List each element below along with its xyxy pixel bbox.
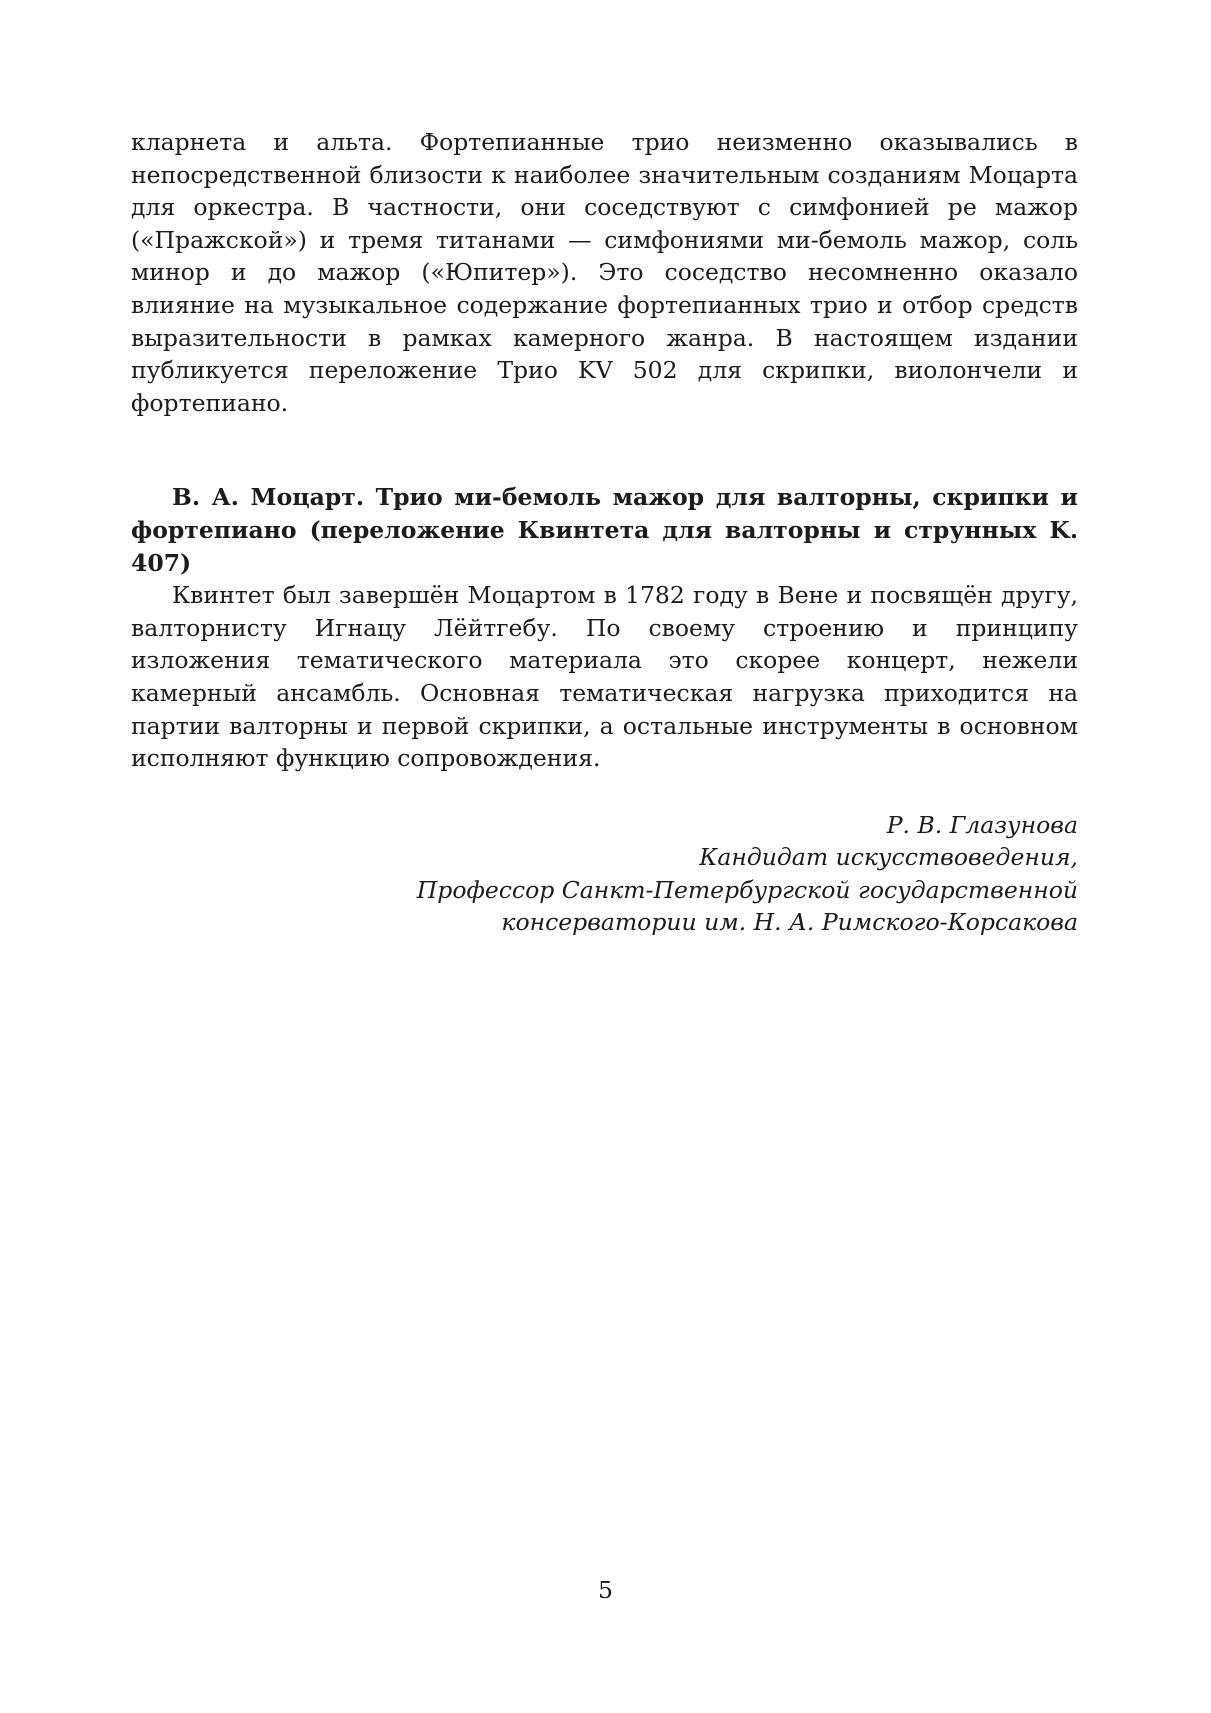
section-heading: В. А. Моцарт. Трио ми-бемоль мажор для валторны, скрипки и фортепиано (переложение Квинтета для валторны и струнных K. 407) <box>131 483 1078 577</box>
signature-name: Р. В. Глазунова <box>886 810 1078 839</box>
section-body-paragraph: Квинтет был завершён Моцартом в 1782 году в Вене и посвящён другу, валторнисту Игнацу Лёйтгебу. По своему строению и принципу изложения тематического материала это скорее концерт, нежели камерный ансамбль. Основная тематическая нагрузка приходится на партии валторны и первой скрипки, а остальные инструменты в основном исполняют функцию сопровождения. <box>131 581 1078 773</box>
signature-block <box>131 809 1078 939</box>
signature-position: Профессор Санкт-Петербургской государственной <box>416 875 1078 904</box>
signature-degree: Кандидат искусствоведения, <box>699 843 1078 872</box>
page-number: 5 <box>598 1576 613 1604</box>
document-page <box>131 126 1078 939</box>
intro-paragraph: кларнета и альта. Фортепианные трио неизменно оказывались в непосредственной близости к наиболее значительным созданиям Моцарта для оркестра. В частности, они соседствуют с симфонией ре мажор («Пражской») и тремя титанами — симфониями ми-бемоль мажор, соль минор и до мажор («Юпитер»). Это соседство несомненно оказало влияние на музыкальное содержание фортепианных трио и отбор средств выразительности в рамках камерного жанра. В настоящем издании публикуется переложение Трио KV 502 для скрипки, виолончели и фортепиано. <box>131 128 1078 417</box>
signature-institution: консерватории им. Н. А. Римского-Корсакова <box>501 908 1078 937</box>
